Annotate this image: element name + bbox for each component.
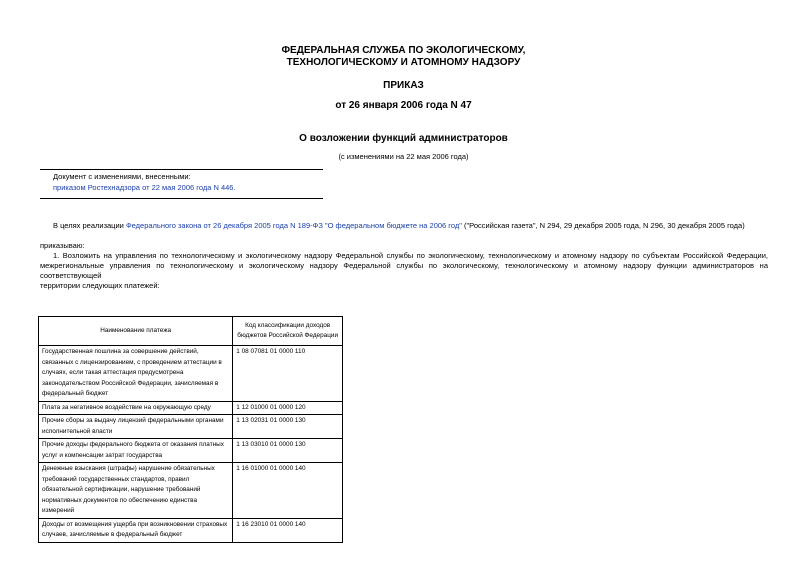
table-row [39,439,343,463]
preamble [53,221,798,230]
preamble-prefix: В целях реализации [53,221,126,230]
paragraph-line-2: межрегиональные управления по технологическому и экологическому надзору Федеральной службы по экологическому, технологическому и атомному надзору функции администраторов на соответствующей [40,261,768,280]
payment-name-cell: Плата за негативное воздействие на окружающую среду [39,401,233,415]
payment-name-cell: Прочие доходы федерального бюджета от оказания платных услуг и компенсации затрат государства [39,439,233,463]
table-row [39,401,343,415]
order-paragraph-1 [40,251,768,291]
agency-line-2: ТЕХНОЛОГИЧЕСКОМУ И АТОМНОМУ НАДЗОРУ [286,57,521,68]
table-row [39,415,343,439]
payments-table [38,316,343,543]
table-header-row [39,317,343,346]
federal-law-link[interactable]: Федерального закона от 26 декабря 2005 года N 189-ФЗ "О федеральном бюджете на 2006 год" [125,221,462,230]
order-intro: приказываю: [40,241,85,250]
document-title: О возложении функций администраторов [299,133,508,144]
table-row [39,518,343,542]
payment-name-cell: Доходы от возмещения ущерба при возникновении страховых случаев, зачисляемые в федеральный бюджет [39,518,233,542]
amendment-link[interactable]: приказом Ростехнадзора от 22 мая 2006 года N 446. [53,183,236,192]
agency-name [0,45,807,69]
amendments-header: Документ с изменениями, внесенными: [53,172,191,181]
column-header-payment-name: Наименование платежа [39,317,233,346]
budget-code-cell: 1 16 01000 01 0000 140 [233,463,343,519]
budget-code-cell: 1 16 23010 01 0000 140 [233,518,343,542]
table-row [39,463,343,519]
budget-code-cell: 1 13 02031 01 0000 130 [233,415,343,439]
document-subtitle: (с изменениями на 22 мая 2006 года) [338,152,469,161]
paragraph-line-3: территории следующих платежей: [40,281,160,290]
payment-name-cell: Денежные взыскания (штрафы) нарушение обязательных требований государственных стандартов, правил обязательной сертификации, нарушение требований нормативных документов по обеспечению единства измерений [39,463,233,519]
budget-code-cell: 1 08 07081 01 0000 110 [233,346,343,402]
paragraph-line-1: 1. Возложить на управления по технологическому и экологическому надзору Федеральной службы по экологическому, технологическому и атомному надзору по субъектам Российской Федерации, [53,251,768,260]
agency-line-1: ФЕДЕРАЛЬНАЯ СЛУЖБА ПО ЭКОЛОГИЧЕСКОМУ, [281,45,526,56]
amendments-divider-top [40,169,323,170]
budget-code-cell: 1 13 03010 01 0000 130 [233,439,343,463]
doc-type: ПРИКАЗ [383,80,424,91]
table-row [39,346,343,402]
payment-name-cell: Прочие сборы за выдачу лицензий федеральными органами исполнительной власти [39,415,233,439]
column-header-budget-code: Код классификации доходов бюджетов Российской Федерации [233,317,343,346]
preamble-suffix: ("Российская газета", N 294, 29 декабря 2005 года, N 296, 30 декабря 2005 года) [461,221,745,230]
amendments-divider-bottom [40,198,323,199]
payment-name-cell: Государственная пошлина за совершение действий, связанных с лицензированием, с проведением аттестации в случаях, если такая аттестация предусмотрена законодательством Российской Федерации, зачисляемая в федеральный бюджет [39,346,233,402]
order-date: от 26 января 2006 года N 47 [335,100,472,111]
budget-code-cell: 1 12 01000 01 0000 120 [233,401,343,415]
